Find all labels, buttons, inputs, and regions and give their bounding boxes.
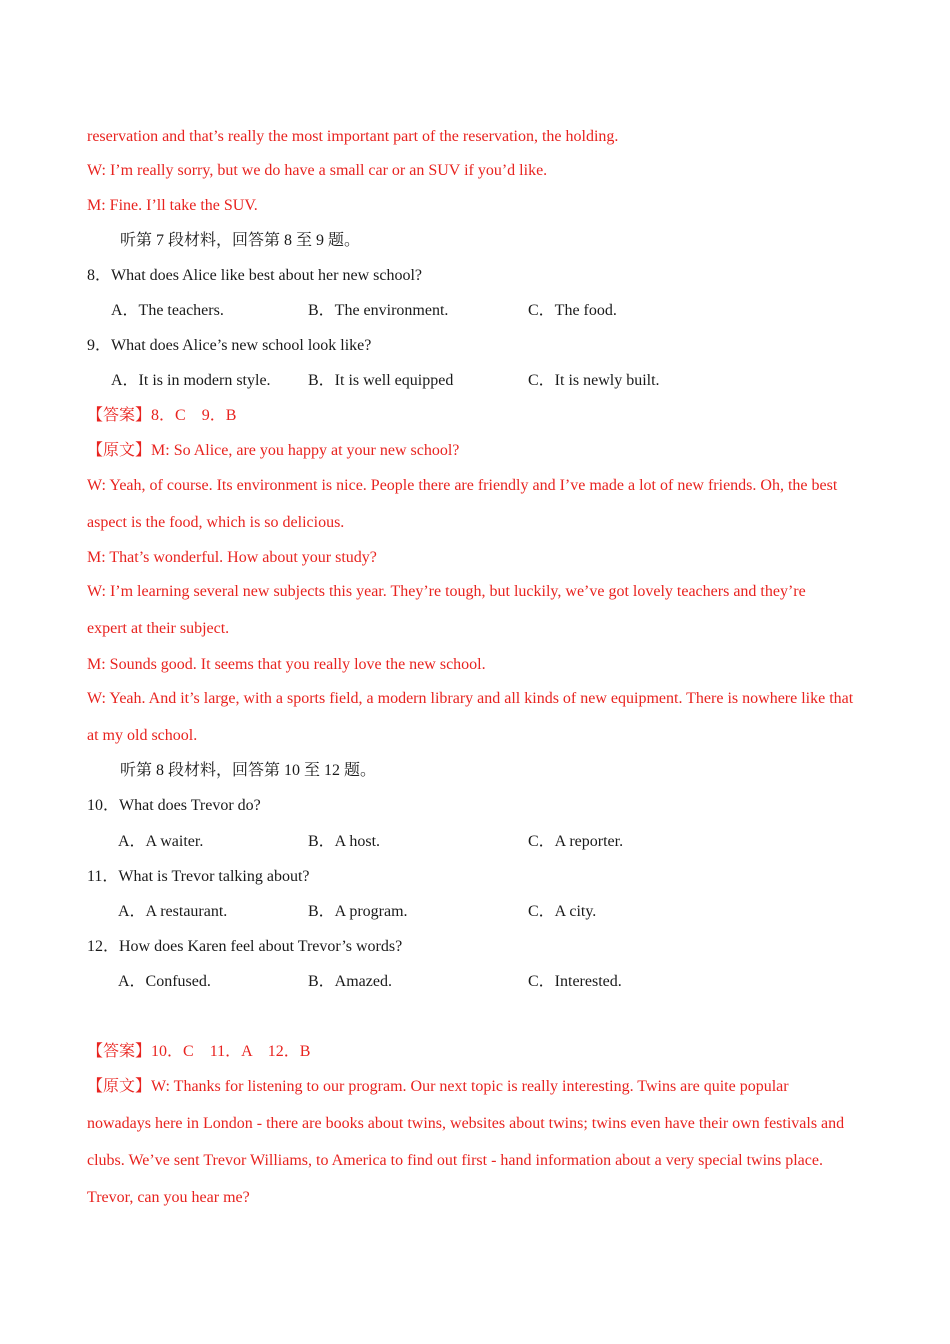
option-c: C．A city. — [528, 903, 597, 920]
question-11: 11．What is Trevor talking about? — [87, 868, 310, 885]
option-b: B．A host. — [308, 833, 381, 850]
answer-label: 【答案】 — [87, 407, 152, 424]
option-a: A．It is in modern style. — [111, 372, 271, 389]
option-c: C．Interested. — [528, 973, 622, 990]
option-c: C．The food. — [528, 302, 617, 319]
transcript-text: M: So Alice, are you happy at your new school? — [151, 442, 460, 459]
option-c: C．A reporter. — [528, 833, 624, 850]
transcript-paragraph: W: Yeah, of course. Its environment is nice. People there are friendly and I’ve made a lot of new friends. Oh, the best aspect is the food, which is so delicious. — [87, 477, 838, 531]
option-a: A．A restaurant. — [118, 903, 228, 920]
transcript-label: 【原文】 — [87, 442, 152, 459]
option-b: B．It is well equipped — [308, 372, 454, 389]
question-8: 8．What does Alice like best about her new school? — [87, 267, 423, 284]
option-b: B．A program. — [308, 903, 408, 920]
transcript-line: W: I’m really sorry, but we do have a small car or an SUV if you’d like. — [87, 162, 548, 179]
transcript-line: M: That’s wonderful. How about your study? — [87, 549, 377, 566]
transcript-line: M: Sounds good. It seems that you really love the new school. — [87, 656, 486, 673]
option-b: B．Amazed. — [308, 973, 392, 990]
option-a: A．A waiter. — [118, 833, 204, 850]
answer-text: 10．C 11．A 12．B — [151, 1043, 311, 1060]
option-a: A．The teachers. — [111, 302, 224, 319]
transcript-label: 【原文】 — [87, 1078, 152, 1095]
answer-text: 8．C 9．B — [151, 407, 237, 424]
transcript-line: reservation and that’s really the most important part of the reservation, the holding. — [87, 128, 619, 145]
section-intro: 听第 7 段材料，回答第 8 至 9 题。 — [120, 232, 361, 249]
answer-label: 【答案】 — [87, 1043, 152, 1060]
question-12: 12．How does Karen feel about Trevor’s words? — [87, 938, 403, 955]
transcript-paragraph: W: Yeah. And it’s large, with a sports field, a modern library and all kinds of new equipment. There is nowhere like that at my old school. — [87, 690, 854, 744]
transcript-paragraph: W: I’m learning several new subjects this year. They’re tough, but luckily, we’ve got lovely teachers and they’re expert at their subject. — [87, 583, 806, 637]
answer-line — [87, 1042, 862, 1062]
section-intro: 听第 8 段材料，回答第 10 至 12 题。 — [120, 762, 377, 779]
question-9: 9．What does Alice’s new school look like? — [87, 337, 372, 354]
option-b: B．The environment. — [308, 302, 449, 319]
option-c: C．It is newly built. — [528, 372, 660, 389]
transcript-text: W: Thanks for listening to our program. Our next topic is really interesting. Twins are quite popular nowadays here in London - there are books about twins, websites about twins; twins even have their own festivals and clubs. We’ve sent Trevor Williams, to America to find out first - hand information about a very special twins place. Trevor, can you hear me? — [87, 1078, 845, 1206]
option-a: A．Confused. — [118, 973, 211, 990]
transcript-paragraph — [87, 1068, 856, 1216]
answer-line — [87, 406, 862, 426]
transcript-line: M: Fine. I’ll take the SUV. — [87, 197, 258, 214]
question-10: 10．What does Trevor do? — [87, 797, 261, 814]
transcript-first-line — [87, 441, 862, 461]
